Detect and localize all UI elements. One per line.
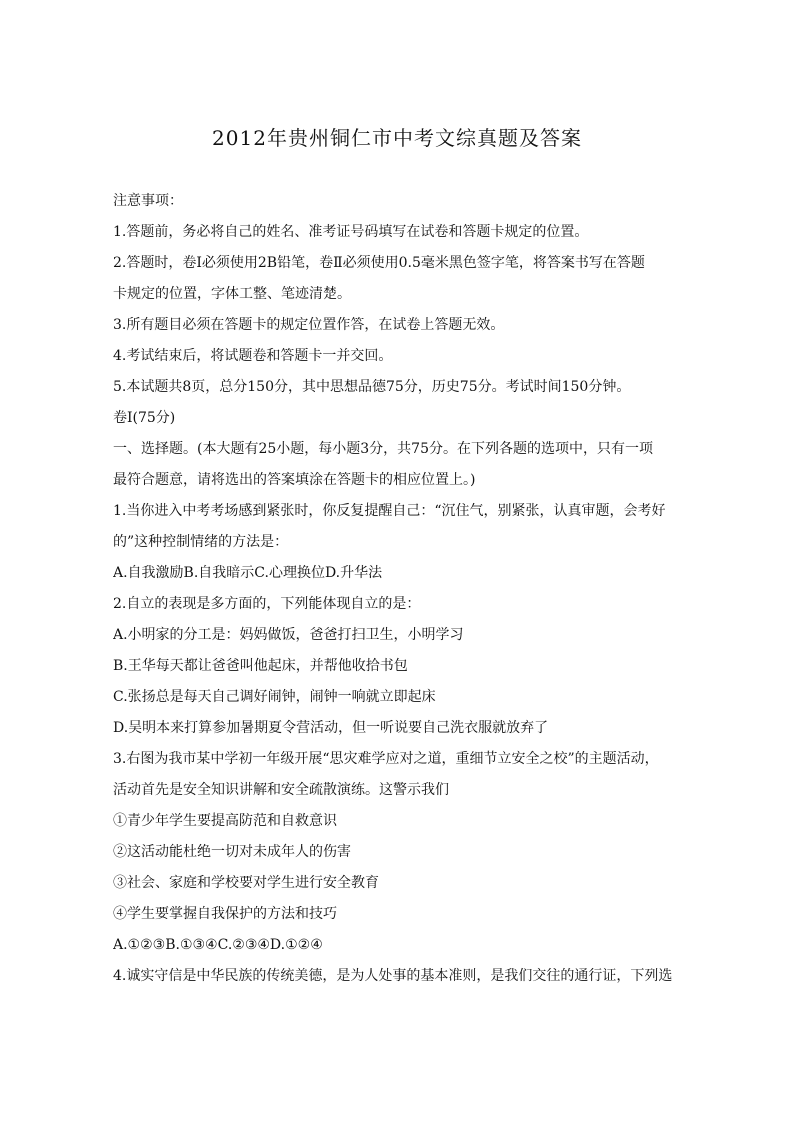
document-title: 2012年贵州铜仁市中考文综真题及答案	[212, 126, 582, 150]
text-line: 2.答题时，卷Ⅰ必须使用2B铅笔，卷Ⅱ必须使用0.5毫米黑色签字笔，将答案书写在答题	[113, 255, 645, 271]
text-line: ④学生要掌握自我保护的方法和技巧	[113, 906, 337, 922]
text-line: 卷Ⅰ(75分)	[113, 410, 176, 426]
text-line: 一、选择题。(本大题有25小题，每小题3分，共75分。在下列各题的选项中，只有一项	[113, 441, 653, 457]
text-line: A.①②③B.①③④C.②③④D.①②④	[113, 937, 323, 953]
text-line: 3.所有题目必须在答题卡的规定位置作答，在试卷上答题无效。	[113, 317, 505, 333]
text-line: 1.当你进入中考考场感到紧张时，你反复提醒自己：“沉住气，别紧张，认真审题，会考好	[113, 503, 666, 519]
text-line: ①青少年学生要提高防范和自救意识	[113, 813, 337, 829]
text-line: B.王华每天都让爸爸叫他起床，并帮他收拾书包	[113, 658, 408, 674]
text-line: 活动首先是安全知识讲解和安全疏散演练。这警示我们	[113, 782, 449, 798]
text-line: 最符合题意，请将选出的答案填涂在答题卡的相应位置上。)	[113, 472, 476, 488]
text-line: 注意事项：	[113, 193, 183, 209]
text-line: 4.考试结束后，将试题卷和答题卡一并交回。	[113, 348, 393, 364]
text-line: 2.自立的表现是多方面的，下列能体现自立的是：	[113, 596, 421, 612]
text-line: D.吴明本来打算参加暑期夏令营活动，但一听说要自己洗衣服就放弃了	[113, 720, 549, 736]
document-body	[113, 186, 683, 992]
text-line: 卡规定的位置，字体工整、笔迹清楚。	[113, 286, 351, 302]
text-line: 3.右图为我市某中学初一年级开展“思灾难学应对之道，重细节立安全之校”的主题活动，	[113, 751, 659, 767]
text-line: 4.诚实守信是中华民族的传统美德，是为人处事的基本准则，是我们交往的通行证，下列选	[113, 968, 673, 984]
text-line: 1.答题前，务必将自己的姓名、准考证号码填写在试卷和答题卡规定的位置。	[113, 224, 589, 240]
text-line: A.小明家的分工是：妈妈做饭，爸爸打扫卫生，小明学习	[113, 627, 464, 643]
text-line: A.自我激励B.自我暗示C.心理换位D.升华法	[113, 565, 383, 581]
text-line: ③社会、家庭和学校要对学生进行安全教育	[113, 875, 379, 891]
text-line: 的”这种控制情绪的方法是：	[113, 534, 289, 550]
text-line: 5.本试题共8页，总分150分，其中思想品德75分，历史75分。考试时间150分钟。	[113, 379, 631, 395]
text-line: C.张扬总是每天自己调好闹钟，闹钟一响就立即起床	[113, 689, 436, 705]
text-line: ②这活动能杜绝一切对未成年人的伤害	[113, 844, 351, 860]
